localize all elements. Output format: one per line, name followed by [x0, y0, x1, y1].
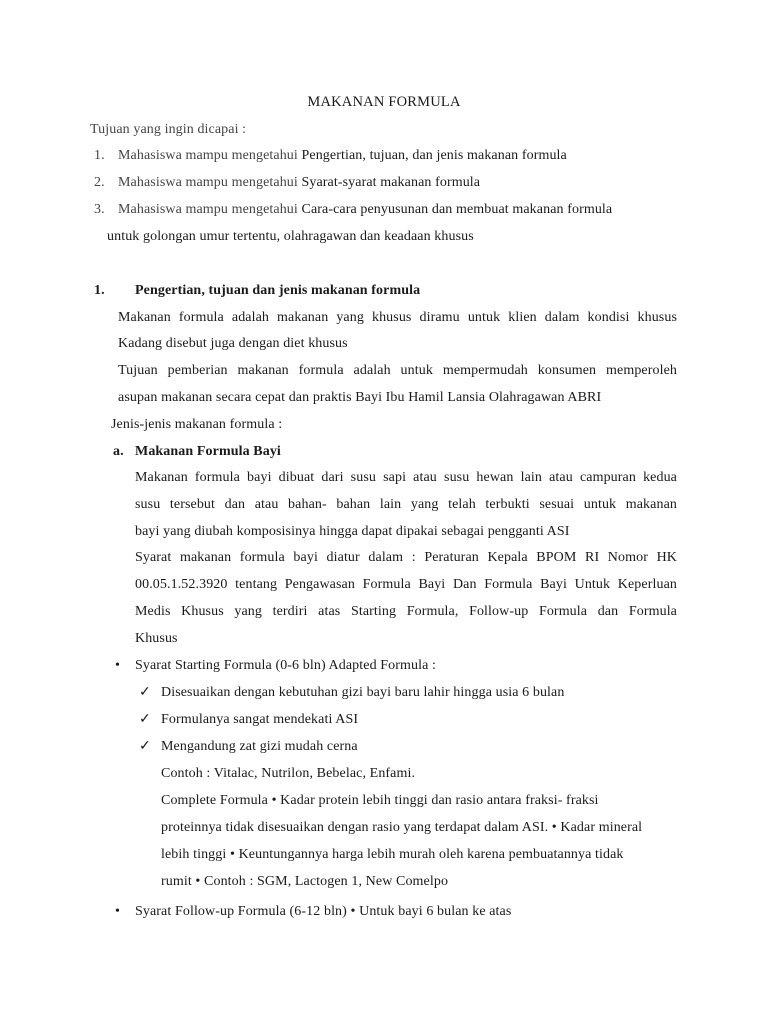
bullet-text: Syarat Starting Formula (0-6 bln) Adapted Formula :: [135, 658, 436, 673]
objective-item: [118, 174, 480, 192]
check-item-text: Disesuaikan dengan kebutuhan gizi bayi baru lahir hingga usia 6 bulan: [161, 685, 565, 700]
paragraph-line: bayi yang diubah komposisinya hingga dapat dipakai sebagai pengganti ASI: [135, 524, 570, 539]
bullet-icon: •: [115, 904, 121, 919]
objective-lead: Mahasiswa mampu mengetahui: [118, 148, 298, 163]
paragraph-line: susu tersebut dan atau bahan- bahan lain yang telah terbukti sesuai untuk makanan: [135, 497, 677, 512]
objective-lead: Mahasiswa mampu mengetahui: [118, 202, 298, 217]
complete-formula-line: rumit • Contoh : SGM, Lactogen 1, New Comelpo: [161, 874, 449, 889]
objective-number: 2.: [94, 175, 105, 190]
complete-formula-line: proteinnya tidak disesuaikan dengan rasio yang terdapat dalam ASI. • Kadar mineral: [161, 820, 643, 835]
bullet-icon: •: [115, 658, 121, 673]
checkmark-icon: ✓: [139, 739, 151, 754]
complete-formula-line: Complete Formula • Kadar protein lebih tinggi dan rasio antara fraksi- fraksi: [161, 793, 599, 808]
objective-text: Cara-cara penyusunan dan membuat makanan formula: [301, 202, 613, 217]
document-title: MAKANAN FORMULA: [307, 94, 461, 110]
definition-line: Kadang disebut juga dengan diet khusus: [118, 336, 348, 351]
paragraph-line: 00.05.1.52.3920 tentang Pengawasan Formula Bayi Dan Formula Bayi Untuk Keperluan: [135, 577, 677, 592]
objective-number: 3.: [94, 202, 105, 217]
checkmark-icon: ✓: [139, 712, 151, 727]
objectives-intro: Tujuan yang ingin dicapai :: [90, 122, 247, 137]
check-item-text: Mengandung zat gizi mudah cerna: [161, 739, 358, 754]
objective-continuation: untuk golongan umur tertentu, olahragawan dan keadaan khusus: [107, 229, 474, 244]
bullet-text: Syarat Follow-up Formula (6-12 bln) • Untuk bayi 6 bulan ke atas: [135, 904, 512, 919]
example-text: Contoh : Vitalac, Nutrilon, Bebelac, Enfami.: [161, 766, 416, 781]
objective-lead: Mahasiswa mampu mengetahui: [118, 175, 298, 190]
subsection-marker: a.: [113, 444, 124, 459]
objective-text: Pengertian, tujuan, dan jenis makanan formula: [301, 148, 567, 163]
section-heading: Pengertian, tujuan dan jenis makanan formula: [135, 283, 421, 298]
objective-text: Syarat-syarat makanan formula: [301, 175, 481, 190]
goal-line: asupan makanan secara cepat dan praktis Bayi Ibu Hamil Lansia Olahragawan ABRI: [118, 390, 602, 405]
complete-formula-line: lebih tinggi • Keuntungannya harga lebih murah oleh karena pembuatannya tidak: [161, 847, 624, 862]
paragraph-line: Medis Khusus yang terdiri atas Starting Formula, Follow-up Formula dan Formula: [135, 604, 677, 619]
objective-item: [118, 147, 567, 165]
paragraph-line: Khusus: [135, 631, 178, 646]
paragraph-line: Makanan formula bayi dibuat dari susu sapi atau susu hewan lain atau campuran kedua: [135, 470, 677, 485]
goal-line: Tujuan pemberian makanan formula adalah untuk mempermudah konsumen memperoleh: [118, 363, 677, 378]
types-intro: Jenis-jenis makanan formula :: [111, 417, 283, 432]
objective-number: 1.: [94, 148, 105, 163]
check-item-text: Formulanya sangat mendekati ASI: [161, 712, 359, 727]
paragraph-line: Syarat makanan formula bayi diatur dalam : Peraturan Kepala BPOM RI Nomor HK: [135, 550, 677, 565]
subsection-heading: Makanan Formula Bayi: [135, 444, 281, 459]
section-number: 1.: [94, 283, 105, 298]
definition-line: Makanan formula adalah makanan yang khusus diramu untuk klien dalam kondisi khusus: [118, 310, 677, 325]
objective-item: [118, 201, 612, 219]
checkmark-icon: ✓: [139, 685, 151, 700]
